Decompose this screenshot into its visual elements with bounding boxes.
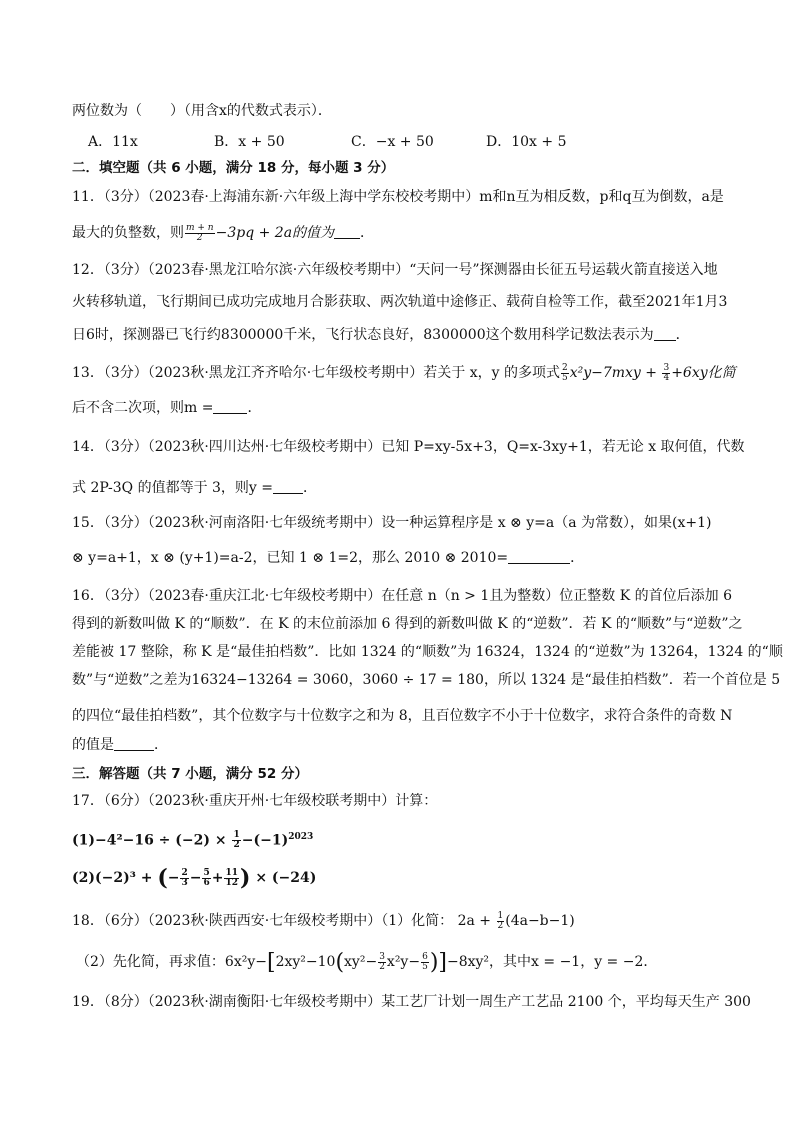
q13-fraction-a: $\frac{2}{5}$ — [561, 362, 568, 383]
q13-line2: 后不含二次项，则m = ． — [72, 400, 262, 416]
q17-p1-pre: (1)−4²−16 ÷ (−2) × — [72, 832, 232, 849]
answer-blank — [508, 549, 570, 564]
option-c: C．−x + 50 — [351, 134, 434, 150]
q17-p1-fraction: $\frac{1}{2}$ — [233, 830, 240, 851]
option-b: B．x + 50 — [214, 134, 285, 150]
q11-line2-pre: 最大的负整数，则 — [72, 225, 184, 241]
q17-p1-exponent: 2023 — [288, 832, 314, 842]
answer-blank — [334, 224, 360, 239]
answer-blank — [114, 736, 154, 751]
q14-line1: 14．（3分）（2023秋·四川达州·七年级校考期中）已知 P=xy-5x+3，Q=x-3xy+1，若无论 x 取何值，代数 — [72, 439, 745, 455]
q13-line1-pre: 13．（3分）（2023秋·黑龙江齐齐哈尔·七年级校考期中）若关于 x，y 的多项式 — [72, 365, 560, 381]
q16-line6-text: 的值是 — [72, 737, 114, 753]
q17-p2-fraction-c: $\frac{11}{12}$ — [225, 867, 239, 888]
q17-part1 — [72, 827, 313, 851]
q13-line1-post: +6xy化简 — [671, 365, 736, 381]
q16-line1: 16．（3分）（2023春·重庆江北·七年级校考期中）在任意 n（n > 1且为整数）位正整数 K 的首位后添加 6 — [72, 588, 732, 604]
q12-line1: 12．（3分）（2023春·黑龙江哈尔滨·六年级校考期中）“天问一号”探测器由长征五号运载火箭直接送入地 — [72, 262, 718, 278]
q13-line1 — [72, 363, 736, 383]
q14-line2-text: 式 2P-3Q 的值都等于 3，则y = — [72, 480, 274, 496]
q17-p2-fraction-a: $\frac{2}{3}$ — [181, 867, 188, 888]
q11-fraction: $\frac{m + n}{2}$ — [186, 222, 214, 243]
q18-fraction-c: $\frac{6}{5}$ — [422, 951, 428, 972]
answer-blank — [654, 326, 676, 341]
q11-line2-post: −3pq + 2a的值为 — [215, 225, 335, 241]
q17-p2-post: × (−24) — [255, 870, 317, 886]
q18-fraction-b: $\frac{3}{2}$ — [379, 951, 385, 972]
q15-line1: 15．（3分）（2023秋·河南洛阳·七年级统考期中）设一种运算程序是 x ⊗ y=a（a 为常数），如果(x+1) — [72, 515, 712, 531]
q16-line2: 得到的新数叫做 K 的“顺数”．在 K 的末位前添加 6 得到的新数叫做 K 的“逆数”．若 K 的“顺数”与“逆数”之 — [72, 616, 743, 632]
answer-blank — [273, 479, 303, 494]
section-answer-title: 三．解答题（共 7 小题，满分 52 分） — [72, 766, 308, 782]
q18-line1-pre: 18．（6分）（2023秋·陕西西安·七年级校考期中）（1）化简： 2a + — [72, 913, 496, 929]
q18-line1-post: (4a−b−1) — [505, 913, 575, 929]
q18-line2-c: x²y− — [386, 954, 421, 970]
q18-line2: （2）先化简，再求值：6x²y−[2xy²−10(xy²− $\frac{3}{2}$ x²y− $\frac{6}{5}$ )]−8xy²，其中x = −1，y = −2． — [76, 950, 658, 975]
q18-line1 — [72, 911, 575, 931]
q12-line3-text: 日6时，探测器已飞行约8300000千米，飞行状态良好，8300000这个数用科学记数法表示为 — [72, 327, 654, 343]
q19-line1: 19．（8分）（2023秋·湖南衡阳·七年级校考期中）某工艺厂计划一周生产工艺品 2100 个，平均每天生产 300 — [72, 994, 751, 1010]
q14-line2: 式 2P-3Q 的值都等于 3，则y = ． — [72, 480, 318, 496]
q11-line1: 11．（3分）（2023春·上海浦东新·六年级上海中学东校校考期中）m和n互为相反数，p和q互为倒数，a是 — [72, 189, 724, 205]
q18-line2-a: 2xy²−10 — [275, 954, 336, 970]
q17-line1: 17．（6分）（2023秋·重庆开州·七年级校联考期中）计算： — [72, 793, 438, 809]
q18-line2-b: xy²− — [344, 954, 378, 970]
q13-line2-text: 后不含二次项，则m = — [72, 400, 214, 416]
q13-mid: x²y−7mxy + — [569, 365, 662, 381]
q11-line2: 最大的负整数，则 $\frac{m + n}{2}$ −3pq + 2a的值为 ． — [72, 222, 375, 243]
q16-line6: 的值是 ． — [72, 737, 168, 753]
q10-stem-tail: 两位数为（ ）（用含x的代数式表示）． — [72, 103, 332, 119]
q12-line2: 火转移轨道，飞行期间已成功完成地月合影获取、两次轨道中途修正、载荷自检等工作，截至2021年1月3 — [72, 294, 728, 310]
option-a: A．11x — [88, 134, 138, 150]
q12-line3: 日6时，探测器已飞行约8300000千米，飞行状态良好，8300000这个数用科学记数法表示为 ． — [72, 327, 690, 343]
q16-line4: 数”与“逆数”之差为16324−13264 = 3060，3060 ÷ 17 = 180，所以 1324 是“最佳拍档数”．若一个首位是 5 — [72, 672, 781, 688]
option-d: D．10x + 5 — [486, 134, 567, 150]
q13-fraction-b: $\frac{3}{4}$ — [663, 362, 670, 383]
q15-line2-text: ⊗ y=a+1，x ⊗ (y+1)=a-2，已知 1 ⊗ 1=2，那么 2010 ⊗ 2010= — [72, 550, 509, 566]
q16-line5: 的四位“最佳拍档数”，其个位数字与十位数字之和为 8，且百位数字不小于十位数字，求符合条件的奇数 N — [72, 708, 733, 724]
q18-fraction: $\frac{1}{2}$ — [497, 910, 504, 931]
q17-p2-fraction-b: $\frac{5}{6}$ — [203, 867, 210, 888]
q18-line2-post: −8xy²，其中x = −1，y = −2． — [446, 954, 658, 970]
q15-line2: ⊗ y=a+1，x ⊗ (y+1)=a-2，已知 1 ⊗ 1=2，那么 2010 ⊗ 2010= ． — [72, 550, 585, 566]
q17-p2-pre: (2)(−2)³ + — [72, 870, 158, 886]
section-fill-blank-title: 二．填空题（共 6 小题，满分 18 分，每小题 3 分） — [72, 160, 395, 176]
q16-line3: 差能被 17 整除，称 K 是“最佳拍档数”．比如 1324 的“顺数”为 16324，1324 的“逆数”为 13264，1324 的“顺 — [72, 644, 783, 660]
q18-line2-pre: （2）先化简，再求值：6x²y− — [76, 954, 267, 970]
answer-blank — [213, 399, 247, 414]
q17-part2: (2)(−2)³ + (− $\frac{2}{3}$ − $\frac{5}{6}$ + $\frac{11}{12}$ ) × (−24) — [72, 865, 317, 891]
q17-p1-post: −(−1) — [241, 832, 289, 849]
